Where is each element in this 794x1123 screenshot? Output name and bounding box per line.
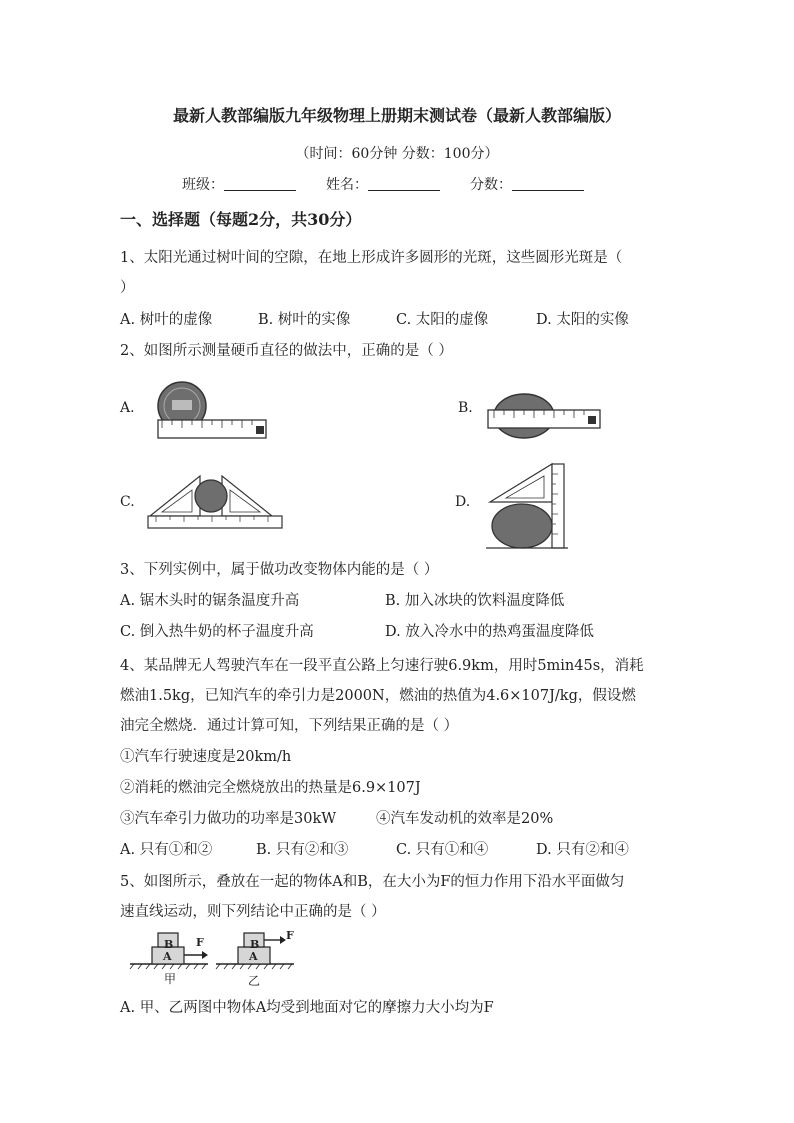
q3-option-d[interactable]: D. 放入冷水中的热鸡蛋温度降低 — [385, 624, 594, 640]
q4-option-c[interactable]: C. 只有①和④ — [396, 842, 489, 858]
q5-option-a[interactable]: A. 甲、乙两图中物体A均受到地面对它的摩擦力大小均为F — [120, 1000, 494, 1016]
q4-option-d[interactable]: D. 只有②和④ — [536, 842, 629, 858]
q4-stem-line3: 油完全燃烧．通过计算可知，下列结果正确的是（ ） — [120, 718, 459, 734]
q4-statement-2: ②消耗的燃油完全燃烧放出的热量是6.9×107J — [120, 780, 421, 796]
q4-option-b[interactable]: B. 只有②和③ — [256, 842, 349, 858]
q4-option-a[interactable]: A. 只有①和② — [120, 842, 213, 858]
exam-subtitle: （时间：60分钟 分数：100分） — [295, 146, 499, 162]
q1-option-c[interactable]: C. 太阳的虚像 — [396, 312, 489, 328]
score-blank[interactable] — [512, 176, 584, 191]
q4-stem-line1: 4、某品牌无人驾驶汽车在一段平直公路上匀速行驶6.9km，用时5min45s，消耗 — [120, 658, 644, 674]
coin-ruler-figure-b — [484, 380, 604, 442]
q1-option-b[interactable]: B. 树叶的实像 — [258, 312, 351, 328]
class-label: 班级： — [182, 177, 224, 193]
q2-label-a[interactable]: A. — [120, 400, 135, 416]
name-label: 姓名： — [326, 177, 368, 193]
block-b-label-yi: B — [250, 938, 260, 951]
q4-stem-line2: 燃油1.5kg，已知汽车的牵引力是2000N，燃油的热值为4.6×107J/kg，假设燃 — [120, 688, 636, 704]
coin-triangle-figure-d — [482, 462, 572, 552]
q4-statement-4: ④汽车发动机的效率是20% — [376, 811, 554, 827]
page-title: 最新人教部编版九年级物理上册期末测试卷（最新人教部编版） — [172, 106, 621, 125]
caption-yi: 乙 — [248, 974, 261, 988]
q1-option-d[interactable]: D. 太阳的实像 — [536, 312, 629, 328]
stacked-blocks-figure — [128, 928, 308, 988]
class-blank[interactable] — [224, 176, 296, 191]
q2-label-c[interactable]: C. — [120, 494, 135, 510]
q4-statement-3: ③汽车牵引力做功的功率是30kW — [120, 811, 337, 827]
q3-option-a[interactable]: A. 锯木头时的锯条温度升高 — [120, 593, 300, 609]
q3-option-b[interactable]: B. 加入冰块的饮料温度降低 — [385, 593, 565, 609]
coin-ruler-figure-a — [150, 380, 270, 442]
q5-stem-line2: 速直线运动，则下列结论中正确的是（ ） — [120, 904, 386, 920]
force-label-jia: F — [196, 936, 204, 949]
q2-stem: 2、如图所示测量硬币直径的做法中，正确的是（ ） — [120, 343, 453, 359]
q1-option-a[interactable]: A. 树叶的虚像 — [120, 312, 213, 328]
block-a-label-yi: A — [249, 950, 258, 963]
block-b-label-jia: B — [164, 938, 174, 951]
q3-option-c[interactable]: C. 倒入热牛奶的杯子温度升高 — [120, 624, 314, 640]
q2-label-b[interactable]: B. — [458, 400, 473, 416]
q5-stem-line1: 5、如图所示，叠放在一起的物体A和B，在大小为F的恒力作用下沿水平面做匀 — [120, 874, 625, 890]
q1-stem-line2: ） — [120, 280, 135, 296]
coin-triangle-figure-c — [146, 470, 286, 532]
force-label-yi: F — [286, 929, 294, 942]
q2-label-d[interactable]: D. — [455, 494, 471, 510]
section-heading: 一、选择题（每题2分，共30分） — [120, 210, 362, 229]
name-blank[interactable] — [368, 176, 440, 191]
block-a-label-jia: A — [163, 950, 172, 963]
q4-statement-1: ①汽车行驶速度是20km/h — [120, 749, 292, 765]
score-label: 分数： — [470, 177, 512, 193]
q1-stem-line1: 1、太阳光通过树叶间的空隙，在地上形成许多圆形的光斑，这些圆形光斑是（ — [120, 250, 623, 266]
q3-stem: 3、下列实例中，属于做功改变物体内能的是（ ） — [120, 562, 439, 578]
student-info-row — [182, 175, 614, 195]
caption-jia: 甲 — [164, 972, 177, 986]
